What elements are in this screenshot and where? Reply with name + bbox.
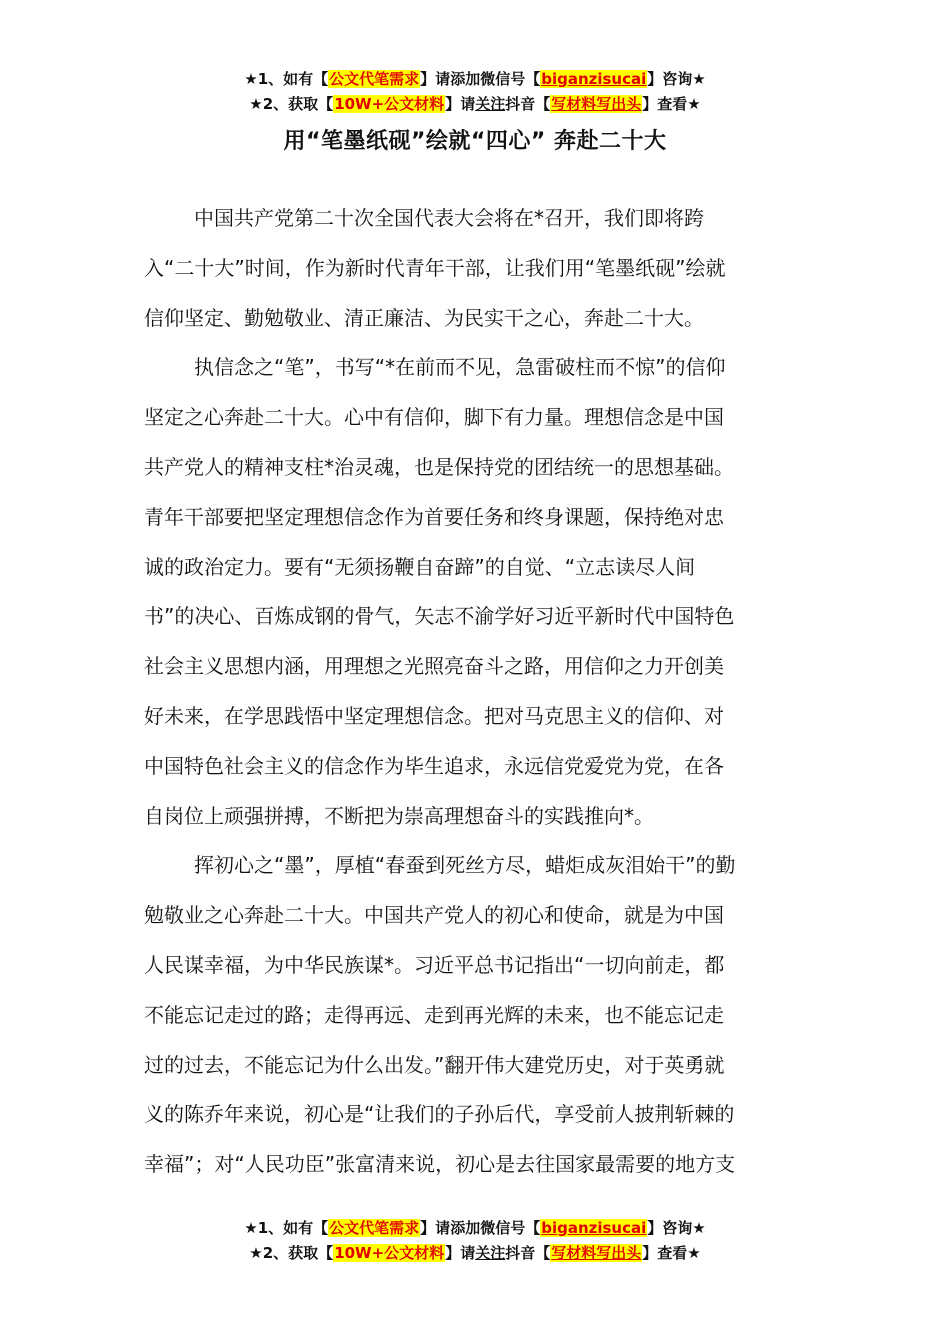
highlight-materials: 10W+公文材料: [334, 95, 445, 113]
body-line: 义的陈乔年来说，初心是“让我们的子孙后代，享受前人披荆斩棘的: [144, 1102, 735, 1127]
highlight-service: 公文代笔需求: [329, 1219, 420, 1237]
document-title: 用“笔墨纸砚”绘就“四心” 奔赴二十大: [283, 129, 667, 154]
highlight-service: 公文代笔需求: [329, 70, 420, 88]
banner-text: 微信号【: [480, 70, 541, 88]
banner-text: 】咨询★: [647, 70, 706, 88]
banner-emphasis: 添加: [450, 70, 481, 88]
banner-text: 】请: [445, 95, 476, 113]
wechat-id-link[interactable]: biganzisucai: [541, 1219, 647, 1237]
banner-text: 】咨询★: [647, 1219, 706, 1237]
banner-text: ★1、如有【: [244, 1219, 329, 1237]
body-line: 诚的政治定力。要有“无须扬鞭自奋蹄”的自觉、“立志读尽人间: [144, 554, 696, 579]
banner-text: 微信号【: [480, 1219, 541, 1237]
body-line: 好未来，在学思践悟中坚定理想信念。把对马克思主义的信仰、对: [144, 703, 724, 728]
body-line: 青年干部要把坚定理想信念作为首要任务和终身课题，保持绝对忠: [144, 504, 724, 529]
body-line: 共产党人的精神支柱*治灵魂，也是保持党的团结统一的思想基础。: [144, 454, 734, 479]
top-banner: [0, 67, 950, 117]
body-line: 挥初心之“墨”，厚植“春蚕到死丝方尽，蜡炬成灰泪始干”的勤: [194, 853, 736, 878]
banner-line-1: [0, 1216, 950, 1241]
banner-text: 抖音【: [505, 1244, 551, 1262]
body-line: 过的过去，不能忘记为什么出发。”翻开伟大建党历史，对于英勇就: [144, 1052, 725, 1077]
body-line: 不能忘记走过的路；走得再远、走到再光辉的未来，也不能忘记走: [144, 1002, 724, 1027]
banner-text: 抖音【: [505, 95, 551, 113]
banner-line-2: [0, 92, 950, 117]
banner-line-1: [0, 67, 950, 92]
banner-text: 】请: [445, 1244, 476, 1262]
banner-emphasis: 关注: [475, 95, 506, 113]
body-line: 自岗位上顽强拼搏，不断把为崇高理想奋斗的实践推向*。: [144, 803, 654, 828]
douyin-id-link[interactable]: 写材料写出头: [551, 95, 642, 113]
body-line: 入“二十大”时间，作为新时代青年干部，让我们用“笔墨纸砚”绘就: [144, 255, 726, 280]
banner-text: 】请: [420, 70, 451, 88]
body-line: 中国特色社会主义的信念作为毕生追求，永远信党爱党为党，在各: [144, 753, 724, 778]
banner-text: ★2、获取【: [249, 95, 334, 113]
banner-text: ★1、如有【: [244, 70, 329, 88]
highlight-materials: 10W+公文材料: [334, 1244, 445, 1262]
banner-text: ★2、获取【: [249, 1244, 334, 1262]
body-line: 人民谋幸福，为中华民族谋*。习近平总书记指出“一切向前走，都: [144, 952, 725, 977]
banner-emphasis: 添加: [450, 1219, 481, 1237]
body-line: 执信念之“笔”，书写“*在前而不见，急雷破柱而不惊”的信仰: [194, 355, 726, 380]
banner-emphasis: 关注: [475, 1244, 506, 1262]
body-line: 中国共产党第二十次全国代表大会将在*召开，我们即将跨: [194, 206, 704, 230]
body-line: 书”的决心、百炼成钢的骨气，矢志不渝学好习近平新时代中国特色: [144, 604, 735, 629]
banner-text: 】查看★: [642, 95, 701, 113]
banner-text: 】查看★: [642, 1244, 701, 1262]
document-body: [144, 194, 810, 1190]
banner-text: 】请: [420, 1219, 451, 1237]
bottom-banner: [0, 1216, 950, 1266]
body-line: 信仰坚定、勤勉敬业、清正廉洁、为民实干之心，奔赴二十大。: [144, 305, 704, 330]
douyin-id-link[interactable]: 写材料写出头: [551, 1244, 642, 1262]
wechat-id-link[interactable]: biganzisucai: [541, 70, 647, 88]
body-line: 社会主义思想内涵，用理想之光照亮奋斗之路，用信仰之力开创美: [144, 654, 724, 679]
body-line: 幸福”；对“人民功臣”张富清来说，初心是去往国家最需要的地方支: [144, 1152, 736, 1177]
banner-line-2: [0, 1241, 950, 1266]
body-line: 勉敬业之心奔赴二十大。中国共产党人的初心和使命，就是为中国: [144, 903, 724, 928]
body-line: 坚定之心奔赴二十大。心中有信仰，脚下有力量。理想信念是中国: [144, 405, 724, 430]
